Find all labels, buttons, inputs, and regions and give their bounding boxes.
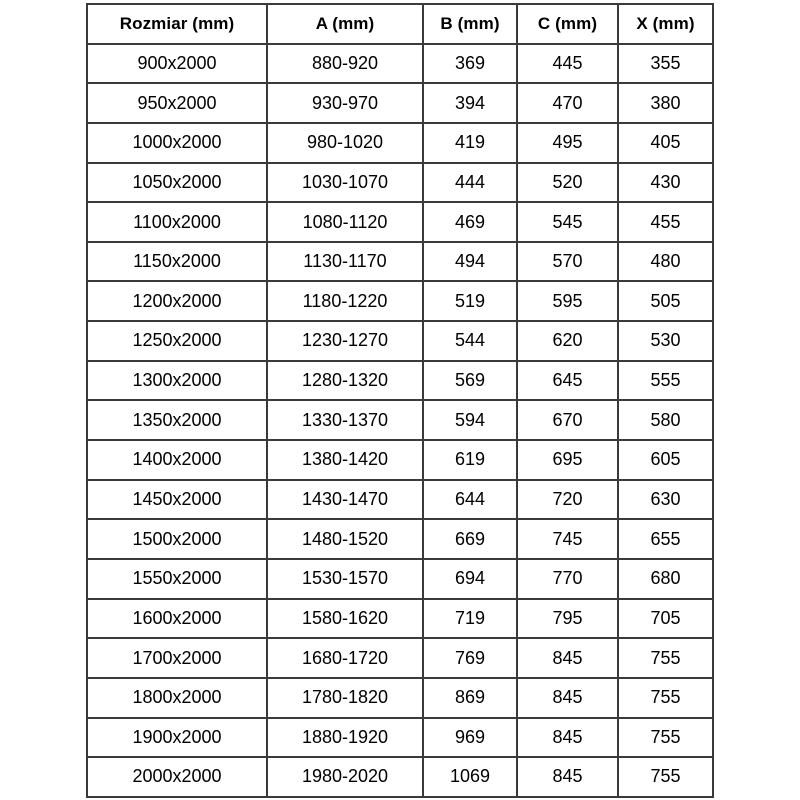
- table-cell: 2000x2000: [87, 757, 267, 797]
- table-cell: 605: [618, 440, 713, 480]
- table-cell: 930-970: [267, 83, 423, 123]
- table-row: [87, 400, 713, 440]
- table-cell: 1600x2000: [87, 599, 267, 639]
- table-cell: 495: [517, 123, 618, 163]
- table-cell: 1680-1720: [267, 638, 423, 678]
- table-cell: 405: [618, 123, 713, 163]
- table-cell: 755: [618, 757, 713, 797]
- table-body: [87, 44, 713, 797]
- table-cell: 1230-1270: [267, 321, 423, 361]
- table-cell: 1300x2000: [87, 361, 267, 401]
- table-cell: 594: [423, 400, 517, 440]
- table-cell: 470: [517, 83, 618, 123]
- table-cell: 555: [618, 361, 713, 401]
- table-row: [87, 281, 713, 321]
- column-header-2: B (mm): [423, 4, 517, 44]
- table-cell: 445: [517, 44, 618, 84]
- table-cell: 869: [423, 678, 517, 718]
- table-cell: 880-920: [267, 44, 423, 84]
- table-row: [87, 202, 713, 242]
- table-cell: 494: [423, 242, 517, 282]
- table-cell: 1500x2000: [87, 519, 267, 559]
- column-header-1: A (mm): [267, 4, 423, 44]
- table-row: [87, 678, 713, 718]
- table-cell: 355: [618, 44, 713, 84]
- table-cell: 1069: [423, 757, 517, 797]
- table-cell: 1030-1070: [267, 163, 423, 203]
- table-cell: 1330-1370: [267, 400, 423, 440]
- table-cell: 1550x2000: [87, 559, 267, 599]
- table-cell: 1800x2000: [87, 678, 267, 718]
- table-cell: 1050x2000: [87, 163, 267, 203]
- table-row: [87, 559, 713, 599]
- table-cell: 580: [618, 400, 713, 440]
- table-cell: 620: [517, 321, 618, 361]
- table-cell: 505: [618, 281, 713, 321]
- table-cell: 755: [618, 678, 713, 718]
- table-cell: 695: [517, 440, 618, 480]
- size-table: [86, 3, 714, 798]
- table-cell: 1200x2000: [87, 281, 267, 321]
- table-cell: 1450x2000: [87, 480, 267, 520]
- table-cell: 469: [423, 202, 517, 242]
- table-cell: 1880-1920: [267, 718, 423, 758]
- table-cell: 669: [423, 519, 517, 559]
- table-cell: 900x2000: [87, 44, 267, 84]
- table-cell: 1430-1470: [267, 480, 423, 520]
- table-cell: 545: [517, 202, 618, 242]
- table-cell: 769: [423, 638, 517, 678]
- table-cell: 645: [517, 361, 618, 401]
- table-row: [87, 44, 713, 84]
- table-cell: 705: [618, 599, 713, 639]
- table-cell: 1530-1570: [267, 559, 423, 599]
- table-cell: 544: [423, 321, 517, 361]
- table-cell: 1980-2020: [267, 757, 423, 797]
- table-cell: 455: [618, 202, 713, 242]
- header-row: [87, 4, 713, 44]
- table-row: [87, 163, 713, 203]
- table-cell: 394: [423, 83, 517, 123]
- table-row: [87, 242, 713, 282]
- table-cell: 755: [618, 638, 713, 678]
- table-cell: 569: [423, 361, 517, 401]
- table-row: [87, 321, 713, 361]
- table-cell: 670: [517, 400, 618, 440]
- table-cell: 595: [517, 281, 618, 321]
- table-cell: 1280-1320: [267, 361, 423, 401]
- table-row: [87, 480, 713, 520]
- table-cell: 950x2000: [87, 83, 267, 123]
- table-cell: 845: [517, 718, 618, 758]
- table-cell: 619: [423, 440, 517, 480]
- table-cell: 530: [618, 321, 713, 361]
- table-cell: 980-1020: [267, 123, 423, 163]
- table-cell: 1150x2000: [87, 242, 267, 282]
- table-cell: 430: [618, 163, 713, 203]
- table-cell: 1250x2000: [87, 321, 267, 361]
- table-cell: 644: [423, 480, 517, 520]
- table-cell: 480: [618, 242, 713, 282]
- table-cell: 1700x2000: [87, 638, 267, 678]
- table-cell: 845: [517, 638, 618, 678]
- table-row: [87, 83, 713, 123]
- table-cell: 680: [618, 559, 713, 599]
- table-cell: 1380-1420: [267, 440, 423, 480]
- table-row: [87, 638, 713, 678]
- table-cell: 519: [423, 281, 517, 321]
- table-cell: 1400x2000: [87, 440, 267, 480]
- table-row: [87, 440, 713, 480]
- table-row: [87, 718, 713, 758]
- table-row: [87, 519, 713, 559]
- table-row: [87, 123, 713, 163]
- table-cell: 1900x2000: [87, 718, 267, 758]
- table-cell: 1350x2000: [87, 400, 267, 440]
- column-header-4: X (mm): [618, 4, 713, 44]
- table-cell: 444: [423, 163, 517, 203]
- table-cell: 630: [618, 480, 713, 520]
- table-cell: 1780-1820: [267, 678, 423, 718]
- table-cell: 655: [618, 519, 713, 559]
- table-cell: 845: [517, 757, 618, 797]
- table-cell: 1580-1620: [267, 599, 423, 639]
- table-cell: 795: [517, 599, 618, 639]
- table-cell: 719: [423, 599, 517, 639]
- table-cell: 369: [423, 44, 517, 84]
- table-cell: 770: [517, 559, 618, 599]
- table-cell: 845: [517, 678, 618, 718]
- table-row: [87, 757, 713, 797]
- table-cell: 745: [517, 519, 618, 559]
- table-row: [87, 361, 713, 401]
- table-cell: 419: [423, 123, 517, 163]
- table-cell: 1130-1170: [267, 242, 423, 282]
- table-cell: 380: [618, 83, 713, 123]
- table-cell: 520: [517, 163, 618, 203]
- table-cell: 720: [517, 480, 618, 520]
- table-row: [87, 599, 713, 639]
- table-cell: 694: [423, 559, 517, 599]
- table-cell: 969: [423, 718, 517, 758]
- table-cell: 570: [517, 242, 618, 282]
- table-cell: 1100x2000: [87, 202, 267, 242]
- table-cell: 1080-1120: [267, 202, 423, 242]
- column-header-0: Rozmiar (mm): [87, 4, 267, 44]
- table-cell: 755: [618, 718, 713, 758]
- table-cell: 1480-1520: [267, 519, 423, 559]
- table-cell: 1180-1220: [267, 281, 423, 321]
- column-header-3: C (mm): [517, 4, 618, 44]
- table-cell: 1000x2000: [87, 123, 267, 163]
